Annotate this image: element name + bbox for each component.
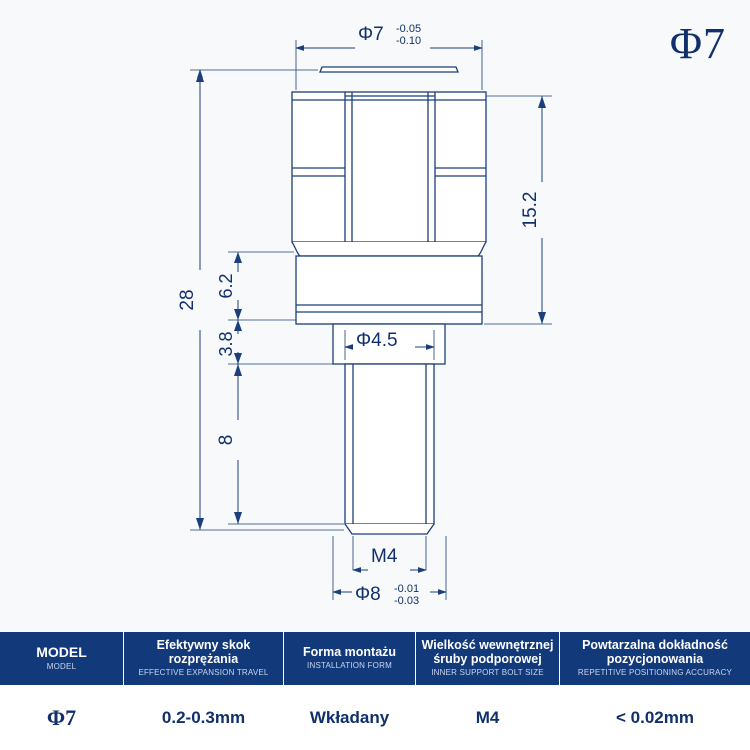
spec-value-model: Φ7 [0,684,123,750]
dim-height-right: 15.2 [520,191,541,229]
spec-value-expansion-travel: 0.2-0.3mm [124,684,283,750]
spec-column-expansion-travel [124,632,284,750]
spec-column-installation-form [284,632,416,750]
dim-top-diameter-tol-upper: -0.05 [396,23,422,35]
spec-header-pl: Forma montażu [302,644,397,659]
dim-height-8: 8 [216,434,237,446]
dim-height-total: 28 [177,289,198,311]
part-neck [292,242,486,256]
spec-header-en: EFFECTIVE EXPANSION TRAVEL [138,668,269,678]
model-corner-label: Φ7 [669,19,726,68]
spec-header-pl: Efektywny skok rozprężania [156,637,251,667]
dim-bottom-diameter: Φ8 [355,584,381,605]
dim-bottom-diameter-tol-lower: -0.03 [394,595,420,607]
part-flange [296,256,482,324]
spec-value-positioning-accuracy: < 0.02mm [560,684,750,750]
spec-header-en: REPETITIVE POSITIONING ACCURACY [577,668,733,678]
dim-top-diameter-tol-lower: -0.10 [396,35,422,47]
spec-table [0,632,750,750]
part-shank-bottom [345,524,434,534]
spec-header-pl: Wielkość wewnętrznej śruby podporowej [421,637,554,667]
spec-header-expansion-travel [124,632,283,684]
dim-height-38: 3.8 [216,331,236,357]
dim-bottom-diameter-tol-upper: -0.01 [394,583,420,595]
spec-header-en: INSTALLATION FORM [307,661,392,671]
spec-header-bolt-size [416,632,559,684]
part-collet-body [292,92,486,242]
spec-column-bolt-size [416,632,560,750]
spec-column-model [0,632,124,750]
dim-inner-diameter: Φ4.5 [356,330,398,351]
spec-header-model [0,632,123,684]
spec-header-en: MODEL [46,662,77,672]
dim-top-diameter: Φ7 [358,24,384,45]
spec-header-installation-form [284,632,415,684]
spec-header-pl: MODEL [36,644,87,661]
dim-thread: M4 [371,546,398,567]
spec-column-positioning-accuracy [560,632,750,750]
spec-header-positioning-accuracy [560,632,750,684]
part-top-cap [320,67,458,72]
part-shank [345,364,434,524]
spec-header-pl: Powtarzalna dokładność pozycjonowania [582,637,728,667]
spec-value-installation-form: Wkładany [284,684,415,750]
spec-value-bolt-size: M4 [416,684,559,750]
spec-header-en: INNER SUPPORT BOLT SIZE [431,668,544,678]
dim-height-62: 6.2 [216,273,236,299]
